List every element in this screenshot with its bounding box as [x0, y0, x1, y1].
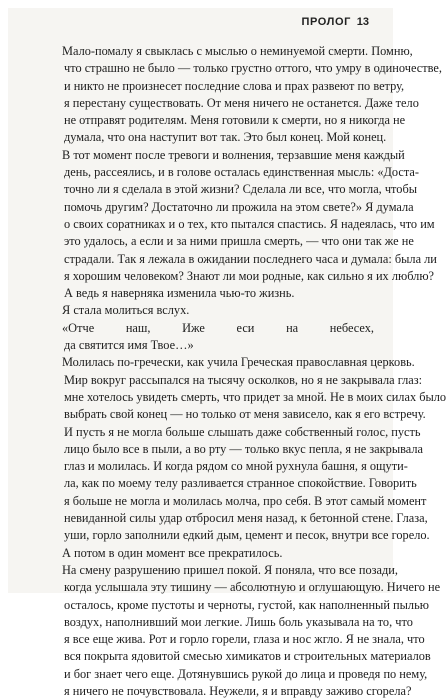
- text-line: В тот момент после тревоги и волнения, терзавшие меня каждый: [62, 147, 405, 162]
- paragraph: [48, 562, 441, 700]
- text-line: глаз и молилась. И когда рядом со мной рухнула башня, я ощути-: [64, 459, 408, 474]
- page-number: 13: [356, 16, 369, 28]
- text-line: я ничего не почувствовала. Неужели, я и вправду заживо сгорела?: [64, 683, 412, 698]
- text-line: мне хотелось увидеть смерть, что придет за мной. Не в моих силах было: [64, 389, 446, 404]
- text-line: воздух, наполнивший мои легкие. Лишь боль указывала на то, что: [64, 614, 413, 629]
- text-line: вся покрыта ядовитой смесью химикатов и строительных материалов: [64, 649, 431, 664]
- paragraph: [48, 43, 442, 147]
- running-header-section-title: ПРОЛОГ: [301, 16, 351, 28]
- text-line: я все еще жива. Рот и горло горели, глаза и нос жгло. Я не знала, что: [64, 632, 425, 647]
- book-page: [8, 8, 446, 698]
- text-line: Мир вокруг рассыпался на тысячу осколков, но я не закрывала глаз:: [64, 372, 423, 387]
- text-line: и бог знает чего еще. Дотянувшись рукой до лица и проведя по нему,: [64, 666, 428, 681]
- paragraph: [48, 545, 374, 562]
- text-line: это удалось, а если и за ними пришла смерть, — что они так же не: [64, 234, 414, 249]
- body-text: [48, 43, 446, 700]
- text-line: страдали. Так я лежала в ожидании последнего часа и думала: была ли: [64, 251, 437, 266]
- text-line: когда услышала эту тишину — абсолютную и оглушающую. Ничего не: [64, 580, 441, 595]
- text-line: я перестану существовать. От меня ничего не останется. Даже тело: [64, 95, 419, 110]
- text-line: день, рассеялись, и в голове осталась единственная мысль: «Доста-: [64, 165, 420, 180]
- text-line: выбрать свой конец — но только от меня зависело, как я его встречу.: [64, 407, 426, 422]
- text-line: помочь другим? Достаточно ли прожила на этом свете?» Я думала: [64, 199, 414, 214]
- text-line: думала, что она наступит вот так. Это был конец. Мой конец.: [64, 130, 387, 145]
- text-line: я больше не могла и молилась молча, про себя. В этот самый момент: [64, 493, 427, 508]
- paragraph: [48, 302, 374, 319]
- running-header: [8, 8, 393, 32]
- text-line: уши, горло заполнили едкий дым, цемент и песок, внутри все горело.: [64, 528, 430, 543]
- paragraph: [48, 320, 374, 355]
- text-line: я хорошим человеком? Знают ли мои родные, как сильно я их люблю?: [64, 268, 435, 283]
- text-line: точно ли я сделала в этой жизни? Сделала ли все, что могла, чтобы: [64, 182, 418, 197]
- text-line: ла, как по моему телу разливается странное спокойствие. Говорить: [64, 476, 417, 491]
- text-line: И пусть я не могла больше слышать даже собственный голос, пусть: [64, 424, 421, 439]
- text-line: что страшно не было — только грустно оттого, что умру в одиночестве,: [64, 61, 442, 76]
- text-line: Я стала молиться вслух.: [62, 303, 190, 318]
- paragraph: [48, 147, 437, 303]
- text-line: и никто не произнесет последние слова и прах развеют по ветру,: [64, 78, 405, 93]
- text-line: не отправят родителям. Меня готовили к смерти, но я никогда не: [64, 113, 406, 128]
- text-line: Молилась по-гречески, как учила Греческая православная церковь.: [62, 355, 415, 370]
- paragraph: [48, 354, 446, 544]
- text-line: да святится имя Твое…»: [64, 338, 194, 353]
- text-line: осталось, кроме пустоты и черноты, густой, как наполненный пылью: [64, 597, 429, 612]
- text-line: невиданной силы удар отбросил меня назад, к бетонной стене. Глаза,: [64, 511, 428, 526]
- text-line: о своих соратниках и о тех, кто пытался спастись. Я надеялась, что им: [64, 216, 435, 231]
- text-line: лицо было все в пыли, а во рту — только вкус пепла, я не закрывала: [64, 441, 424, 456]
- text-line: А ведь я наверняка изменила чью-то жизнь.: [64, 286, 295, 301]
- text-line: Мало-помалу я свыклась с мыслью о неминуемой смерти. Помню,: [62, 44, 413, 58]
- text-line: «Отче наш, Иже еси на небесех,: [62, 320, 374, 335]
- text-line: А потом в один момент все прекратилось.: [62, 545, 283, 560]
- text-line: На смену разрушению пришел покой. Я поняла, что все позади,: [62, 562, 398, 577]
